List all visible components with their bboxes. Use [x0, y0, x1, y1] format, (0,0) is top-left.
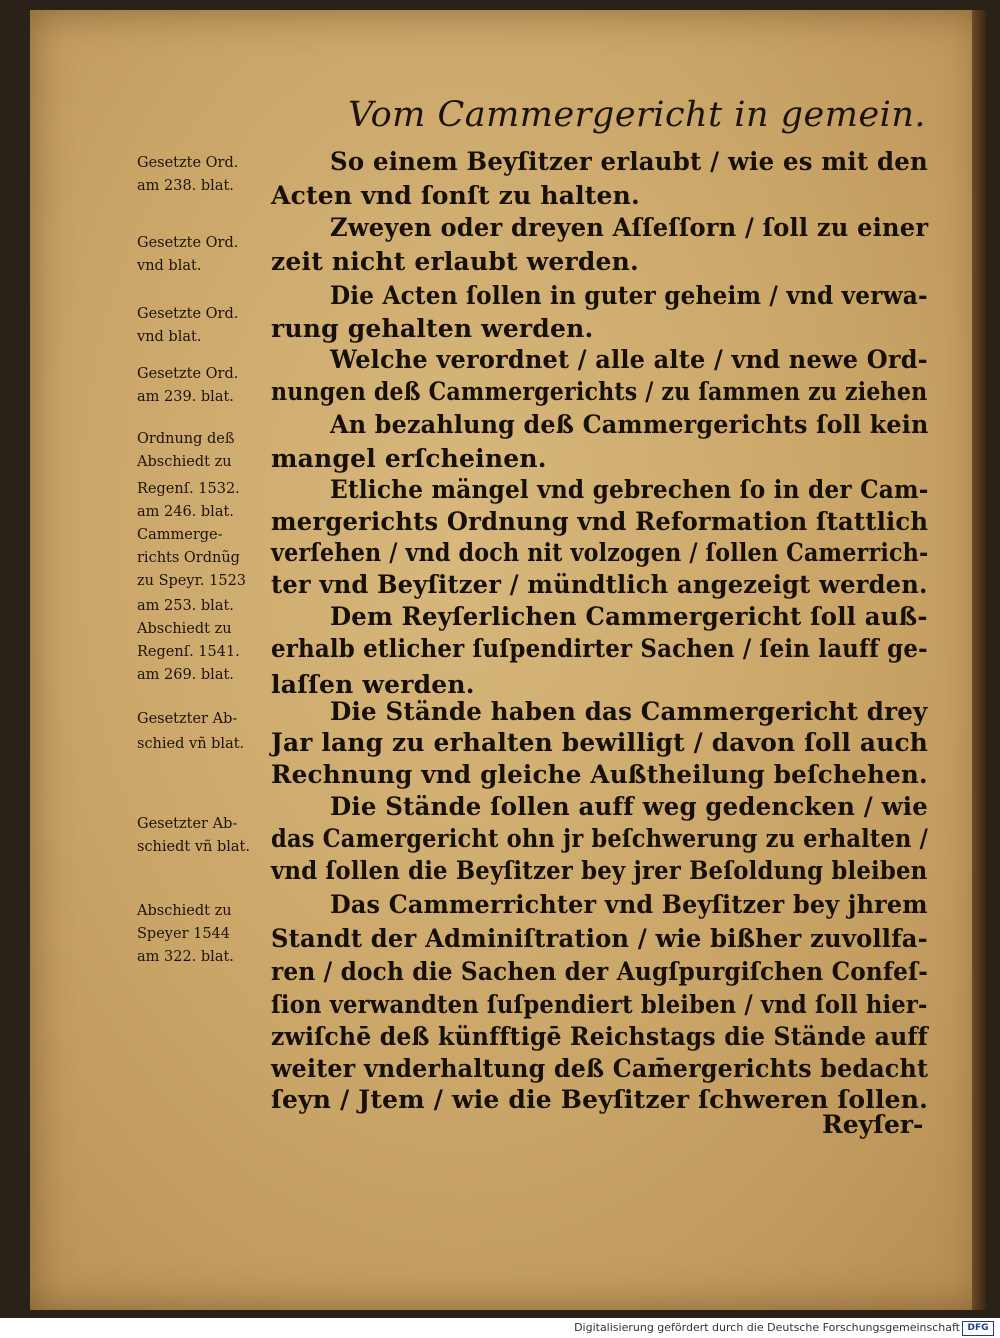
- text-line: Die Stände ſollen auff weg gedencken / wie: [330, 792, 928, 821]
- margin-note: Speyer 1544: [137, 926, 231, 942]
- text-line: So einem Beyſitzer erlaubt / wie es mit den: [330, 147, 928, 176]
- margin-note: Gesetzte Ord.: [137, 235, 239, 251]
- text-line: zwiſchē deß künfftigē Reichstags die Stände auff: [271, 1022, 928, 1051]
- margin-note: am 238. blat.: [137, 178, 234, 194]
- footer-credit: Digitalisierung gefördert durch die Deutsche Forschungsgemeinschaft: [574, 1321, 960, 1334]
- text-line: rung gehalten werden.: [271, 314, 594, 343]
- margin-note: richts Ordnũg: [137, 550, 240, 566]
- margin-note: schied vñ blat.: [137, 736, 245, 752]
- text-line: mangel erſcheinen.: [271, 444, 547, 473]
- margin-note: Cammerge-: [137, 527, 223, 543]
- text-line: mergerichts Ordnung vnd Reformation ſtattlich: [271, 507, 929, 536]
- margin-note: am 269. blat.: [137, 667, 234, 683]
- margin-note: Abschiedt zu: [137, 621, 232, 637]
- text-line: Die Acten ſollen in guter geheim / vnd verwa-: [330, 281, 928, 310]
- margin-note: Gesetzte Ord.: [137, 155, 239, 171]
- text-line: Standt der Adminiſtration / wie bißher zuvollfa-: [271, 924, 928, 953]
- text-line: zeit nicht erlaubt werden.: [271, 247, 639, 276]
- margin-note: Regenſ. 1532.: [137, 481, 240, 497]
- text-line: Etliche mängel vnd gebrechen ſo in der Cam-: [330, 475, 929, 504]
- margin-note: zu Speyr. 1523: [137, 573, 247, 589]
- margin-note: vnd blat.: [137, 258, 202, 274]
- text-line: ren / doch die Sachen der Augſpurgiſchen Confeſ-: [271, 957, 929, 986]
- margin-note: am 253. blat.: [137, 598, 234, 614]
- margin-note: Gesetzter Ab-: [137, 816, 238, 832]
- text-line: An bezahlung deß Cammergerichts ſoll kein: [330, 410, 929, 439]
- text-line: erhalb etlicher ſuſpendirter Sachen / ſein lauff ge-: [271, 634, 928, 663]
- page-edge: [972, 10, 986, 1310]
- text-line: ſion verwandten ſuſpendiert bleiben / vnd ſoll hier-: [271, 990, 928, 1019]
- text-line: vnd ſollen die Beyſitzer bey jrer Beſoldung bleiben: [271, 856, 928, 885]
- text-line: ſeyn / Jtem / wie die Beyſitzer ſchweren ſollen.: [271, 1085, 929, 1114]
- margin-note: Abschiedt zu: [137, 903, 232, 919]
- text-line: weiter vnderhaltung deß Cam̄ergerichts bedacht: [271, 1054, 929, 1083]
- margin-note: Gesetzte Ord.: [137, 366, 239, 382]
- text-line: Das Cammerrichter vnd Beyſitzer bey jhrem: [330, 890, 928, 919]
- margin-note: am 246. blat.: [137, 504, 234, 520]
- text-line: Acten vnd ſonſt zu halten.: [271, 181, 640, 210]
- margin-note: schiedt vñ blat.: [137, 839, 250, 855]
- margin-note: Gesetzte Ord.: [137, 306, 239, 322]
- text-line: Zweyen oder dreyen Aſſeſſorn / ſoll zu einer: [330, 213, 929, 242]
- text-line: Welche verordnet / alle alte / vnd newe Ord-: [330, 345, 928, 374]
- running-head: Vom Cammergericht in gemein.: [348, 95, 927, 135]
- margin-note: am 322. blat.: [137, 949, 234, 965]
- text-line: Die Stände haben das Cammergericht drey: [330, 697, 928, 726]
- catchword: Reyſer-: [822, 1110, 924, 1139]
- margin-note: Abschiedt zu: [137, 454, 232, 470]
- margin-note: am 239. blat.: [137, 389, 234, 405]
- text-line: verſehen / vnd doch nit volzogen / ſollen Camerrich-: [271, 538, 929, 567]
- margin-note: Regenſ. 1541.: [137, 644, 240, 660]
- margin-note: vnd blat.: [137, 329, 202, 345]
- text-line: ter vnd Beyſitzer / mündtlich angezeigt werden.: [271, 570, 928, 599]
- text-line: Jar lang zu erhalten bewilligt / davon ſoll auch: [271, 728, 929, 757]
- text-line: Dem Reyſerlichen Cammergericht ſoll auß-: [330, 602, 928, 631]
- dfg-logo[interactable]: DFG: [962, 1321, 994, 1336]
- footer-bar: [0, 1318, 1000, 1338]
- margin-note: Gesetzter Ab-: [137, 711, 238, 727]
- text-line: laſſen werden.: [271, 670, 475, 699]
- text-line: nungen deß Cammergerichts / zu ſammen zu ziehen: [271, 377, 928, 406]
- margin-note: Ordnung deß: [137, 431, 235, 447]
- text-line: das Camergericht ohn jr beſchwerung zu erhalten /: [271, 824, 929, 853]
- text-line: Rechnung vnd gleiche Außtheilung beſchehen.: [271, 760, 928, 789]
